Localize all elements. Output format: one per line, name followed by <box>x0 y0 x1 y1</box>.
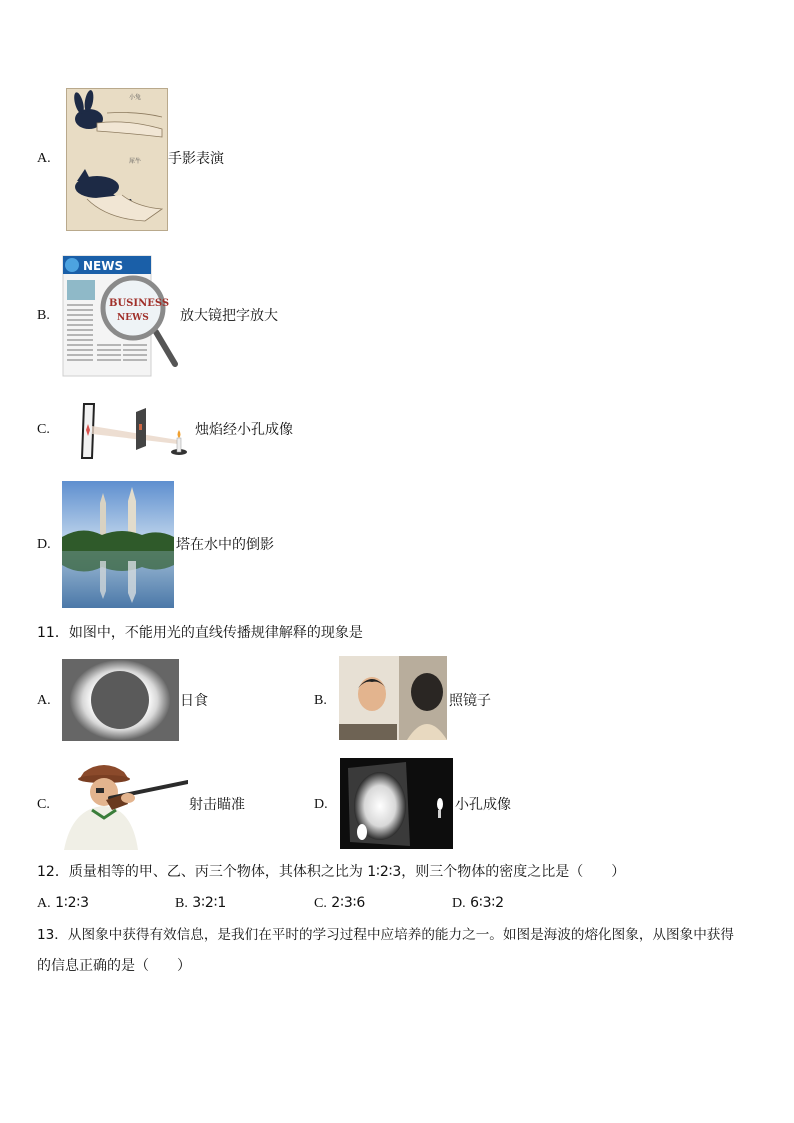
option-letter: A. <box>37 693 51 708</box>
option-letter: B. <box>314 693 327 708</box>
magnifier-newspaper-image <box>61 252 179 378</box>
newspaper-header: NEWS <box>83 259 124 273</box>
option-text: 手影表演 <box>168 151 224 167</box>
option-letter: C. <box>37 797 50 812</box>
svg-text:小兔: 小兔 <box>129 94 142 101</box>
option-letter: A. <box>37 151 51 166</box>
option-letter: D. <box>37 537 51 552</box>
option-text: 射击瞄准 <box>189 797 245 813</box>
option-text: 照镜子 <box>449 693 491 709</box>
solar-eclipse-image <box>62 659 179 741</box>
mirror-image <box>339 656 447 740</box>
q12-option-a: A. 1∶2∶3 <box>37 895 90 911</box>
pinhole-imaging-image <box>340 758 453 849</box>
option-text: 小孔成像 <box>455 797 511 813</box>
option-text: 烛焰经小孔成像 <box>195 422 293 438</box>
pagoda-reflection-image <box>62 481 174 608</box>
option-letter: C. <box>37 422 50 437</box>
question-13-stem-line1: 13．从图象中获得有效信息，是我们在平时的学习过程中应培养的能力之一。如图是海波的熔化图象，从图象中获得 <box>37 927 734 943</box>
hand-shadow-image <box>66 88 168 231</box>
option-letter: D. <box>314 797 328 812</box>
magnifier-text-2: NEWS <box>117 313 149 323</box>
question-13-stem-line2: 的信息正确的是（ ） <box>37 958 191 974</box>
question-11-stem: 11．如图中，不能用光的直线传播规律解释的现象是 <box>37 625 363 641</box>
option-text: 日食 <box>180 693 208 709</box>
aiming-rifle-image <box>62 758 188 850</box>
question-12-stem: 12．质量相等的甲、乙、丙三个物体，其体积之比为 1∶2∶3，则三个物体的密度之比是（ ） <box>37 864 626 880</box>
magnifier-text-1: BUSINESS <box>109 298 170 309</box>
q12-option-b: B. 3∶2∶1 <box>175 895 227 911</box>
pinhole-candle-image <box>66 402 194 460</box>
option-letter: B. <box>37 308 50 323</box>
q12-option-d: D. 6∶3∶2 <box>452 895 505 911</box>
svg-text:犀牛: 犀牛 <box>129 158 142 165</box>
q12-option-c: C. 2∶3∶6 <box>314 895 366 911</box>
option-text: 放大镜把字放大 <box>180 308 278 324</box>
option-text: 塔在水中的倒影 <box>176 537 274 553</box>
